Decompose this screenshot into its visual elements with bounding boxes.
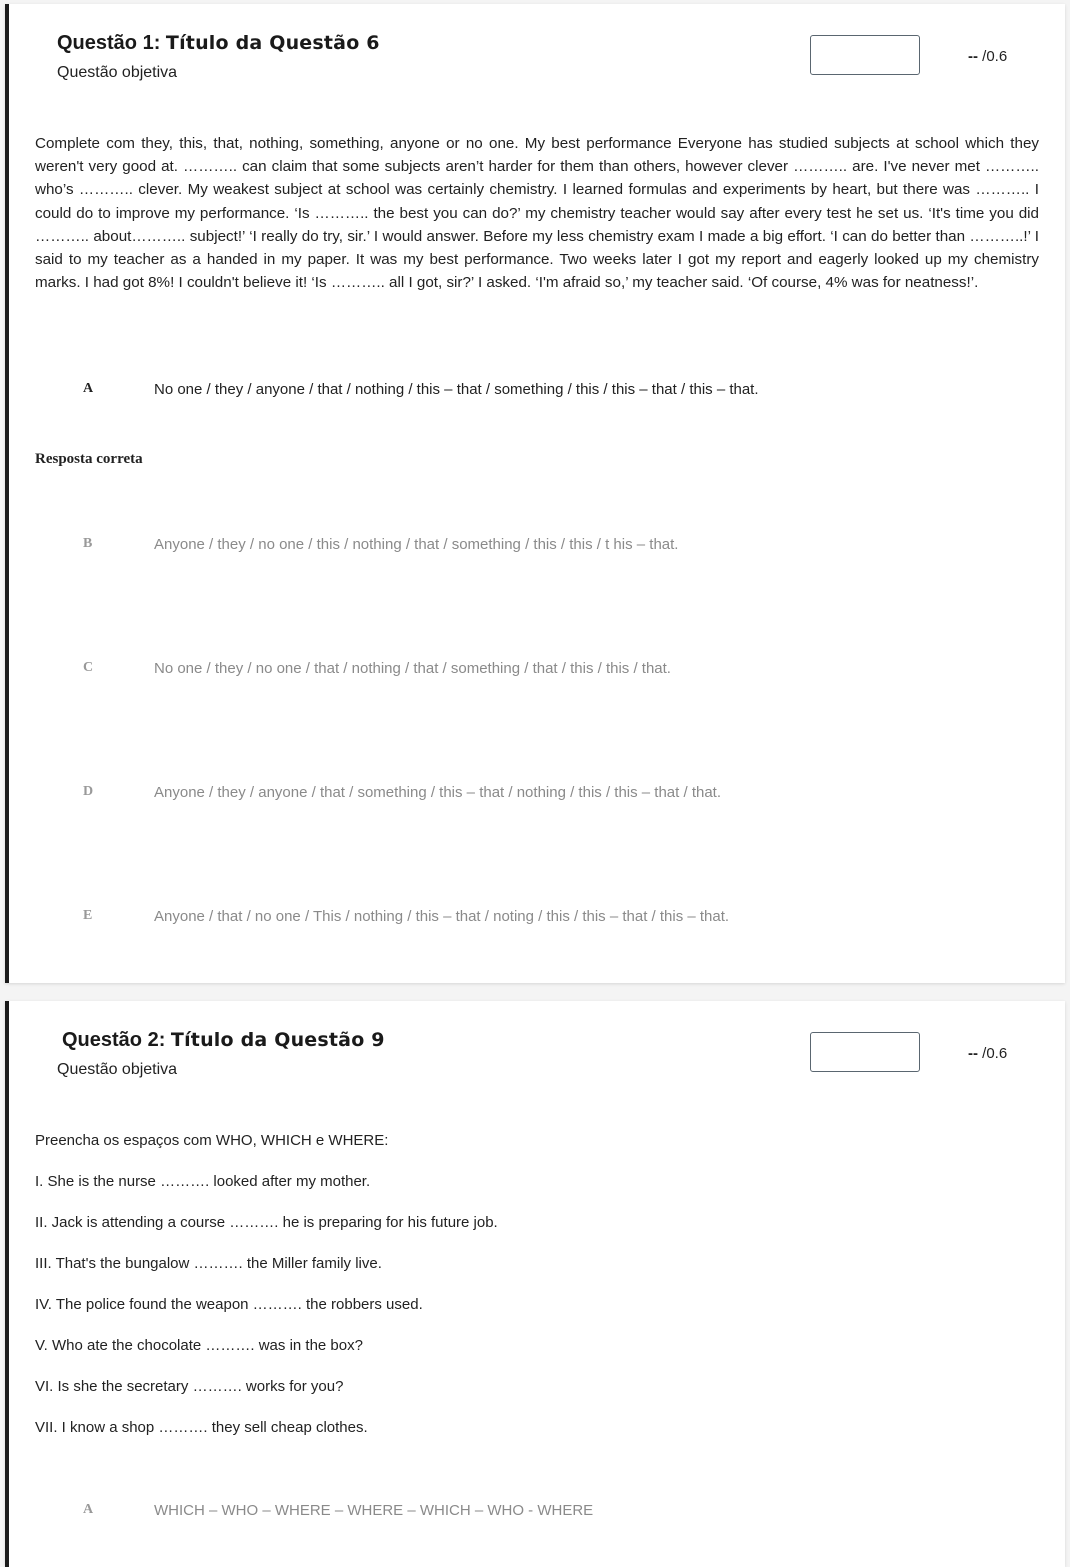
sentence-item: III. That's the bungalow ………. the Miller family live. bbox=[35, 1255, 382, 1272]
question-statement: Complete com they, this, that, nothing, something, anyone or no one. My best performance Everyone has studied subjects at school which they weren't very good at. ……….. can claim that some subjects aren’t harder for them than others, however clever ……….. are. I've never met ……….. who’s ……….. clever. My weakest subject at school was certainly chemistry. I learned formulas and experiments by heart, but there was ……….. I could do to improve my performance. ‘Is ……….. the best you can do?’ my chemistry teacher would say after every test he set us. ‘It's time you did ……….. about……….. subject!’ ‘I really do try, sir.’ I would answer. Before my less chemistry exam I made a big effort. ‘I can do better than ………..!’ I said to my teacher as a handed in my paper. It was my best performance. Two weeks later I got my report and eagerly looked up my chemistry marks. I had got 8%! I couldn't believe it! ‘Is ……….. all I got, sir?’ I asked. ‘I'm afraid so,’ my teacher said. ‘Of course, 4% was for neatness!’. bbox=[35, 135, 1039, 292]
option-text: WHICH – WHO – WHERE – WHERE – WHICH – WHO - WHERE bbox=[154, 1502, 594, 1519]
sentence-item: IV. The police found the weapon ………. the robbers used. bbox=[35, 1296, 423, 1313]
option-text: No one / they / anyone / that / nothing / this – that / something / this / this – that / this – that. bbox=[154, 381, 759, 398]
question-name: Título da Questão 6 bbox=[165, 32, 380, 54]
question-number: Questão 1: bbox=[57, 32, 161, 54]
score-input[interactable] bbox=[810, 35, 920, 75]
score-input[interactable] bbox=[810, 1032, 920, 1072]
score-dash: -- bbox=[968, 1045, 978, 1062]
question-statement: Preencha os espaços com WHO, WHICH e WHERE: bbox=[35, 1132, 389, 1149]
question-title bbox=[62, 1029, 385, 1052]
option-text: No one / they / no one / that / nothing / that / something / that / this / this / that. bbox=[154, 660, 671, 677]
score-max: /0.6 bbox=[982, 1045, 1008, 1062]
question-type: Questão objetiva bbox=[57, 1061, 178, 1078]
option-text: Anyone / that / no one / This / nothing / this – that / noting / this / this – that / this – that. bbox=[154, 908, 730, 925]
question-name: Título da Questão 9 bbox=[170, 1029, 385, 1051]
correct-answer-label: Resposta correta bbox=[35, 451, 143, 467]
option-text: Anyone / they / anyone / that / something / this – that / nothing / this / this – that / that. bbox=[154, 784, 722, 801]
option-text: Anyone / they / no one / this / nothing / that / something / this / this / t his – that. bbox=[154, 536, 679, 553]
score-dash: -- bbox=[968, 48, 978, 65]
option-letter: A bbox=[83, 381, 94, 396]
sentence-item: II. Jack is attending a course ………. he is preparing for his future job. bbox=[35, 1214, 498, 1231]
option-letter: E bbox=[83, 908, 93, 923]
question-card-1 bbox=[5, 4, 1065, 983]
question-number: Questão 2: bbox=[62, 1029, 166, 1051]
option-letter: A bbox=[83, 1502, 94, 1517]
question-title bbox=[57, 32, 380, 55]
question-type: Questão objetiva bbox=[57, 64, 178, 81]
question-card-2 bbox=[5, 1001, 1065, 1567]
option-letter: B bbox=[83, 536, 93, 551]
sentence-item: V. Who ate the chocolate ………. was in the box? bbox=[35, 1337, 363, 1354]
option-letter: D bbox=[83, 784, 94, 799]
score-display bbox=[968, 48, 1007, 65]
sentence-item: VI. Is she the secretary ………. works for you? bbox=[35, 1378, 344, 1395]
score-max: /0.6 bbox=[982, 48, 1008, 65]
sentence-item: VII. I know a shop ………. they sell cheap clothes. bbox=[35, 1419, 368, 1436]
option-letter: C bbox=[83, 660, 94, 675]
sentence-item: I. She is the nurse ………. looked after my mother. bbox=[35, 1173, 371, 1190]
score-display bbox=[968, 1045, 1007, 1062]
